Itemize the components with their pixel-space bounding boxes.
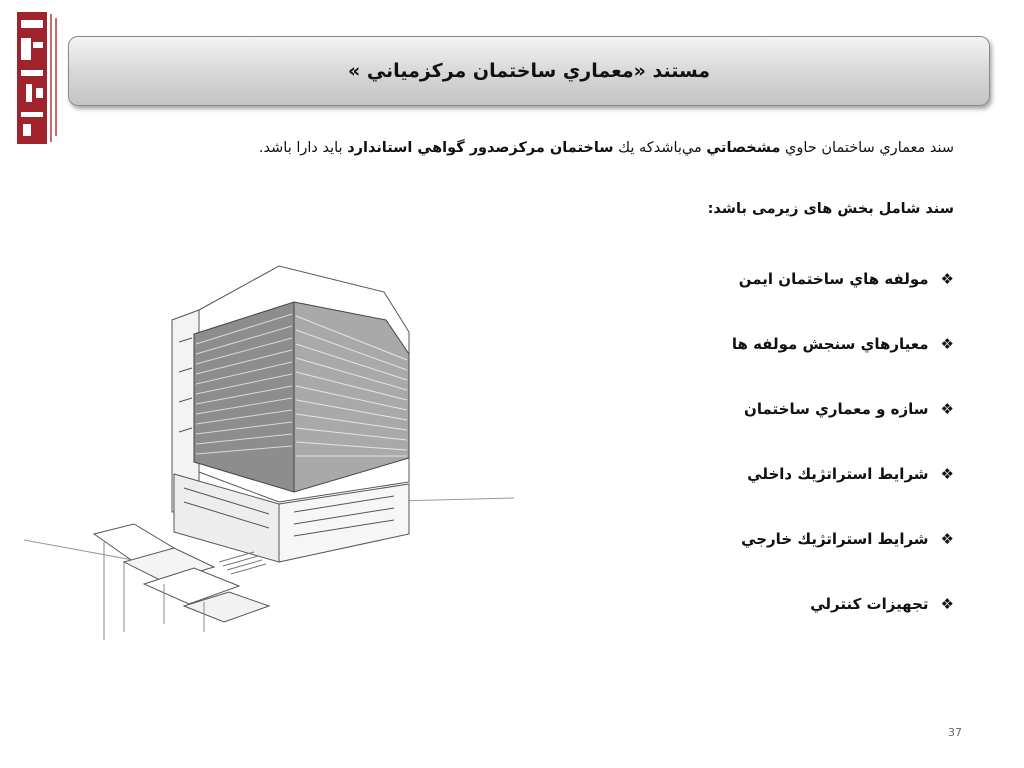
bullet-text: تجهيزات كنترلي <box>810 594 929 613</box>
intro-bold1: مشخصاتي <box>706 140 781 156</box>
intro-part1: سند معماري ساختمان حاوي <box>780 140 954 156</box>
list-item <box>732 506 954 571</box>
list-item <box>732 441 954 506</box>
bullet-text: معيارهاي سنجش مولفه ها <box>731 334 929 353</box>
diamond-four-icon: ❖ <box>940 334 954 353</box>
list-item <box>732 376 954 441</box>
building-sketch-image <box>24 262 516 654</box>
list-item <box>732 311 954 376</box>
title-bar <box>68 36 990 106</box>
bullet-text: سازه و معماري ساختمان <box>744 399 929 418</box>
logo <box>14 8 62 148</box>
slide-title: مستند «معماري ساختمان مركزمياني » <box>347 60 711 82</box>
diamond-four-icon: ❖ <box>940 594 954 613</box>
list-item <box>732 571 954 636</box>
page-number: 37 <box>948 726 962 739</box>
intro-part3: بايد دارا باشد. <box>258 140 348 156</box>
bullet-text: شرايط استراتژيك خارجي <box>741 529 929 548</box>
diamond-four-icon: ❖ <box>940 529 954 548</box>
list-item <box>732 246 954 311</box>
bullet-text: شرايط استراتژيك داخلي <box>747 464 929 483</box>
bullet-text: مولفه هاي ساختمان ايمن <box>738 269 929 288</box>
bullet-list <box>732 246 954 636</box>
diamond-four-icon: ❖ <box>940 269 954 288</box>
section-subheading: سند شامل بخش های زیرمی باشد: <box>707 201 954 217</box>
intro-bold2: ساختمان مركزصدور گواهي استاندارد <box>347 140 614 156</box>
diamond-four-icon: ❖ <box>940 399 954 418</box>
intro-part2: مي‌باشدكه يك <box>613 140 707 156</box>
diamond-four-icon: ❖ <box>940 464 954 483</box>
intro-paragraph <box>154 140 954 156</box>
